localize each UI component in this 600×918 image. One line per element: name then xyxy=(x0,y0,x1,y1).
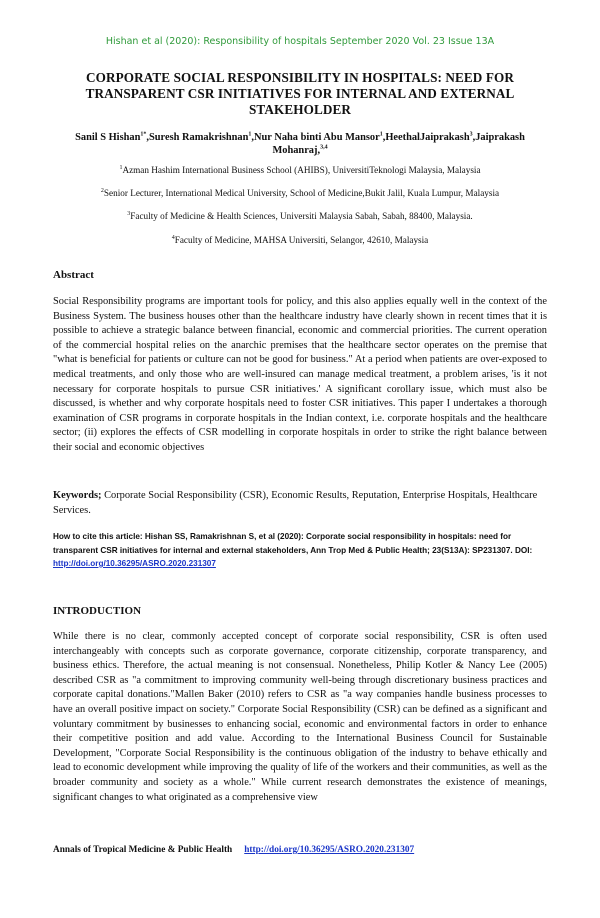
affiliation-number: 4 xyxy=(171,234,175,241)
abstract-heading: Abstract xyxy=(53,269,94,281)
affiliation-number: 1 xyxy=(119,164,123,171)
keywords xyxy=(53,489,547,518)
author-affiliation-mark: 3 xyxy=(469,131,473,138)
keywords-label: Keywords; xyxy=(53,490,102,501)
affiliation xyxy=(40,165,560,175)
affiliation xyxy=(40,188,560,198)
author-name: Nur Naha binti Abu Mansor xyxy=(254,132,380,143)
author-affiliation-mark: 3,4 xyxy=(320,144,328,151)
author-name: HeethalJaiprakash xyxy=(385,132,470,143)
citation-text: How to cite this article: Hishan SS, Ramakrishnan S, et al (2020): Corporate social responsibility in hospitals: need for transparent CSR initiatives for internal and external stakeholders, Ann Trop Med & Public Health; 23(S13A): SP231307. DOI: xyxy=(53,532,533,555)
author-name: Jaiprakash Mohanraj, xyxy=(272,132,525,156)
abstract-body: Social Responsibility programs are important tools for policy, and this also applies equally well in the context of the Business System. The business houses other than the healthcare industry have clearly shown in recent times that it is possible to achieve a strategic balance between financial, economic and commercial priorities. The current operation of the commercial hospital relies on the anarchic premises that the healthcare sector operates on the premise that "what is beneficial for patients or culture can not be good for business." At a period when patients are over-exposed to medical treatments, and only those who are well-insured can manage medical treatment, a problem arises, 'is it not necessary for corporate hospitals to pursue CSR initiatives.' A significant corollary issue, which must also be discussed, is whether and why corporate hospitals need to foster CSR initiatives. This paper I undertakes a thorough examination of CSR programs in corporate hospitals in the Indian context, i.e. corporate hospitals and the healthcare sector; (ii) explores the effects of CSR modelling in corporate hospitals in order to strike the right balance between their social and economic objectives xyxy=(53,296,547,453)
affiliation xyxy=(40,235,560,245)
affiliation-number: 3 xyxy=(127,210,131,217)
author-list: Sanil S Hishan$^{1*}$,Suresh Ramakrishnan$^1$,Nur Naha binti Abu Mansor$^1$,HeethalJaiprakash$^3$,Jaiprakash Mohanraj,$^{3,4}$ xyxy=(75,131,525,156)
affiliation-number: 2 xyxy=(100,187,104,194)
introduction-heading: INTRODUCTION xyxy=(53,605,142,617)
introduction-body: While there is no clear, commonly accepted concept of corporate social responsibility, CSR is often used interchangeably with concepts such as corporate governance, corporate citizenship, corporate transparency, and business ethics. Therefore, the actual meaning is not consensual. Nonetheless, Philip Kotler & Nancy Lee (2005) described CSR as "a commitment to improving community well-being through discretionary business practices and corporate capital donations."Mallen Baker (2010) refers to CSR as "a way companies handle business processes to have an overall positive impact on society." Corporate Social Responsibility (CSR) can be defined as a significant and voluntary commitment by businesses to enhancing social, economic and environmental factors in order to enhance their competitive position and add value. According to the International Business Council for Sustainable Development, "Corporate Social Responsibility is the continuous obligation of the industry to behave ethically and lead to economic development while improving the quality of life of the workers and their communities, as well as the broader community and society as a whole." While current research demonstrates the existence of meanings, significant changes to what originated as a comprehensive view xyxy=(53,631,547,803)
keywords-text: Corporate Social Responsibility (CSR), Economic Results, Reputation, Enterprise Hospitals, Healthcare Services. xyxy=(53,490,538,516)
footer-journal: Annals of Tropical Medicine & Public Health xyxy=(53,845,233,855)
running-header: Hishan et al (2020): Responsibility of hospitals September 2020 Vol. 23 Issue 13A xyxy=(105,36,495,47)
affiliation-text: Faculty of Medicine, MAHSA Universiti, Selangor, 42610, Malaysia xyxy=(174,235,429,245)
paper-title: CORPORATE SOCIAL RESPONSIBILITY IN HOSPITALS: NEED FOR TRANSPARENT CSR INITIATIVES FOR INTERNAL AND EXTERNAL STAKEHOLDER xyxy=(85,70,515,117)
citation-doi-link[interactable]: http://doi.org/10.36295/ASRO.2020.231307 xyxy=(53,559,216,568)
affiliation-text: Azman Hashim International Business School (AHIBS), UniversitiTeknologi Malaysia, Malaysia xyxy=(122,165,481,175)
affiliation-text: Senior Lecturer, International Medical University, School of Medicine,Bukit Jalil, Kuala Lumpur, Malaysia xyxy=(103,188,500,198)
footer-doi-link[interactable]: http://doi.org/10.36295/ASRO.2020.231307 xyxy=(244,845,415,855)
citation-block xyxy=(53,530,547,571)
author-name: Sanil S Hishan xyxy=(75,132,141,143)
affiliation xyxy=(40,211,560,221)
author-name: Suresh Ramakrishnan xyxy=(148,132,249,143)
author-affiliation-mark: 1 xyxy=(379,131,383,138)
author-affiliation-mark: 1 xyxy=(248,131,252,138)
page-footer xyxy=(53,845,414,855)
author-affiliation-mark: 1* xyxy=(140,131,147,138)
affiliation-text: Faculty of Medicine & Health Sciences, Universiti Malaysia Sabah, Sabah, 88400, Malaysia. xyxy=(130,211,473,221)
